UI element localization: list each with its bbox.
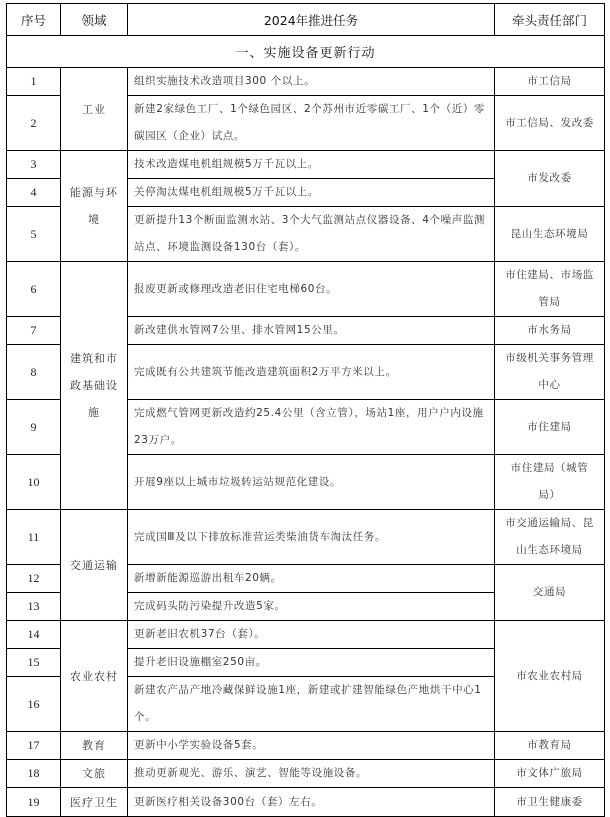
field-medical: 医疗卫生 xyxy=(61,788,128,817)
table-header-row xyxy=(7,4,605,36)
row-number: 10 xyxy=(7,455,61,510)
dept-text: 市工信局、发改委 xyxy=(495,96,605,151)
row-number: 11 xyxy=(7,510,61,565)
task-text: 更新提升13个断面监测水站、3个大气监测站点仪器设备、4个噪声监测站点、环境监测设备130台（套）。 xyxy=(128,207,495,262)
task-text: 技术改造煤电机组规模5万千瓦以上。 xyxy=(128,151,495,179)
header-task: 2024年推进任务 xyxy=(128,4,495,36)
table-row xyxy=(7,621,605,649)
task-text: 提升老旧设施棚室250亩。 xyxy=(128,649,495,677)
task-table xyxy=(6,3,605,817)
section-title: 一、实施设备更新行动 xyxy=(7,36,605,68)
row-number: 1 xyxy=(7,68,61,96)
row-number: 12 xyxy=(7,565,61,593)
task-text: 完成燃气管网更新改造约25.4公里（含立管），场站1座，用户户内设施23万户。 xyxy=(128,400,495,455)
task-text: 完成码头防污染提升改造5家。 xyxy=(128,593,495,621)
row-number: 14 xyxy=(7,621,61,649)
field-agriculture: 农业农村 xyxy=(61,621,128,732)
row-number: 13 xyxy=(7,593,61,621)
task-text: 新改建供水管网7公里、排水管网15公里。 xyxy=(128,317,495,345)
table-row xyxy=(7,151,605,179)
dept-text: 市住建局、市场监管局 xyxy=(495,262,605,317)
table-row xyxy=(7,262,605,317)
dept-text: 交通局 xyxy=(495,565,605,621)
dept-text: 昆山生态环境局 xyxy=(495,207,605,262)
dept-text: 市水务局 xyxy=(495,317,605,345)
task-text: 更新老旧农机37台（套）。 xyxy=(128,621,495,649)
row-number: 18 xyxy=(7,760,61,788)
task-text: 关停淘汰煤电机组规模5万千瓦以上。 xyxy=(128,179,495,207)
task-text: 完成既有公共建筑节能改造建筑面积2万平方米以上。 xyxy=(128,345,495,400)
dept-text: 市教育局 xyxy=(495,732,605,760)
row-number: 7 xyxy=(7,317,61,345)
dept-text: 市农业农村局 xyxy=(495,621,605,732)
task-text: 开展9座以上城市垃圾转运站规范化建设。 xyxy=(128,455,495,510)
row-number: 17 xyxy=(7,732,61,760)
field-transport: 交通运输 xyxy=(61,510,128,621)
task-text: 组织实施技术改造项目300 个以上。 xyxy=(128,68,495,96)
dept-text: 市工信局 xyxy=(495,68,605,96)
row-number: 4 xyxy=(7,179,61,207)
table-row xyxy=(7,760,605,788)
table-row xyxy=(7,510,605,565)
row-number: 3 xyxy=(7,151,61,179)
dept-text: 市文体广旅局 xyxy=(495,760,605,788)
field-culture-tourism: 文旅 xyxy=(61,760,128,788)
dept-text: 市住建局（城管局） xyxy=(495,455,605,510)
dept-text: 市级机关事务管理中心 xyxy=(495,345,605,400)
row-number: 2 xyxy=(7,96,61,151)
header-no: 序号 xyxy=(7,4,61,36)
row-number: 19 xyxy=(7,788,61,817)
field-industry: 工业 xyxy=(61,68,128,151)
row-number: 9 xyxy=(7,400,61,455)
row-number: 6 xyxy=(7,262,61,317)
dept-text: 市交通运输局、昆山生态环境局 xyxy=(495,510,605,565)
dept-text: 市住建局 xyxy=(495,400,605,455)
table-row xyxy=(7,732,605,760)
row-number: 16 xyxy=(7,677,61,732)
field-education: 教育 xyxy=(61,732,128,760)
header-dept: 牵头责任部门 xyxy=(495,4,605,36)
task-text: 新建农产品产地冷藏保鲜设施1座，新建或扩建智能绿色产地烘干中心1个。 xyxy=(128,677,495,732)
dept-text: 市发改委 xyxy=(495,151,605,207)
task-text: 更新中小学实验设备5套。 xyxy=(128,732,495,760)
table-row xyxy=(7,68,605,96)
table-row xyxy=(7,788,605,817)
section-row xyxy=(7,36,605,68)
task-text: 报废更新或修理改造老旧住宅电梯60台。 xyxy=(128,262,495,317)
field-energy: 能源与环境 xyxy=(61,151,128,262)
row-number: 5 xyxy=(7,207,61,262)
task-text: 新增新能源巡游出租车20辆。 xyxy=(128,565,495,593)
task-text: 新建2家绿色工厂、1个绿色园区、2个苏州市近零碳工厂、1个（近）零碳园区（企业）试点。 xyxy=(128,96,495,151)
task-text: 更新医疗相关设备300台（套）左右。 xyxy=(128,788,495,817)
task-text: 完成国Ⅲ及以下排放标准营运类柴油货车淘汰任务。 xyxy=(128,510,495,565)
row-number: 15 xyxy=(7,649,61,677)
task-text: 推动更新观光、游乐、演艺、智能等设施设备。 xyxy=(128,760,495,788)
row-number: 8 xyxy=(7,345,61,400)
field-construction: 建筑和市政基础设施 xyxy=(61,262,128,510)
header-field: 领域 xyxy=(61,4,128,36)
dept-text: 市卫生健康委 xyxy=(495,788,605,817)
